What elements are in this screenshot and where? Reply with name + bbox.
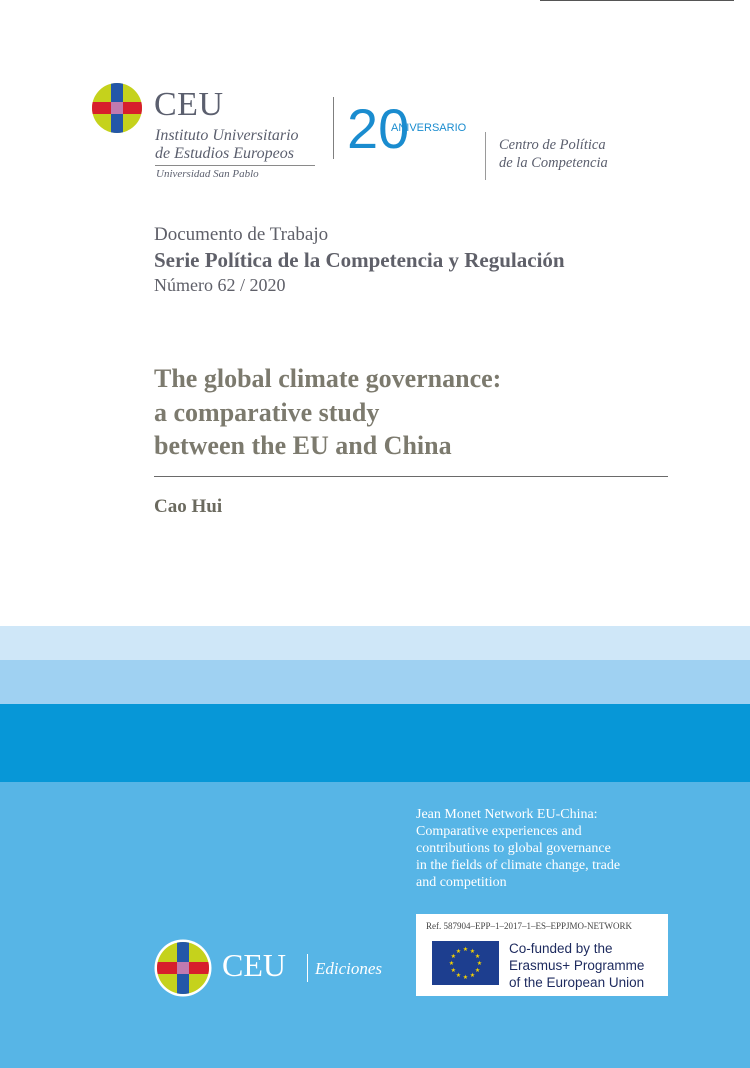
ediciones-label: Ediciones — [315, 959, 383, 978]
eu-star-icon: ★ — [476, 960, 483, 967]
network-line: contributions to global governance — [416, 841, 611, 856]
institute-line-2: de Estudios Europeos — [155, 145, 294, 162]
eu-star-icon: ★ — [450, 967, 457, 974]
cofunded-line: Erasmus+ Programme — [509, 958, 645, 973]
institute-line-1: Instituto Universitario — [155, 127, 299, 144]
document-number: Número 62 / 2020 — [154, 275, 286, 295]
document-type: Documento de Trabajo — [154, 224, 329, 245]
eu-star-icon: ★ — [462, 946, 469, 953]
eu-star-icon: ★ — [469, 972, 476, 980]
centro-separator — [485, 132, 486, 180]
ceu-ediciones-emblem-icon — [154, 939, 212, 997]
band-dark — [0, 704, 750, 782]
eu-star-icon: ★ — [474, 967, 481, 974]
project-reference: Ref. 587904–EPP–1–2017–1–ES–EPPJMO-NETWORK — [426, 921, 633, 931]
network-line: Comparative experiences and — [416, 824, 582, 839]
band-light — [0, 626, 750, 660]
title-line-2: a comparative study — [154, 398, 380, 427]
eu-star-icon: ★ — [455, 972, 462, 980]
eu-star-icon: ★ — [450, 953, 457, 960]
centro-line-1: Centro de Política — [499, 137, 606, 153]
eu-flag-icon — [432, 941, 499, 985]
eu-star-icon: ★ — [474, 953, 481, 960]
header-separator — [333, 97, 334, 159]
cofunded-line: of the European Union — [509, 975, 645, 990]
eu-star-icon: ★ — [469, 947, 476, 955]
centro-line-2: de la Competencia — [499, 155, 608, 171]
university-name: Universidad San Pablo — [156, 168, 259, 180]
eu-star-icon: ★ — [455, 947, 462, 955]
ediciones-separator — [307, 954, 308, 982]
title-line-3: between the EU and China — [154, 431, 452, 460]
network-line: Jean Monet Network EU-China: — [416, 807, 598, 822]
top-rule — [540, 0, 734, 1]
ceu-wordmark: CEU — [154, 86, 224, 123]
network-line: and competition — [416, 875, 507, 890]
erasmus-box — [416, 914, 668, 996]
cofunded-text — [509, 940, 644, 991]
title-line-1: The global climate governance: — [154, 364, 502, 393]
institute-divider — [155, 165, 315, 166]
cofunded-line: Co-funded by the — [509, 941, 613, 956]
network-line: in the fields of climate change, trade — [416, 858, 621, 873]
anniversary-text: ANIVERSARIO — [391, 122, 467, 134]
document-series: Serie Política de la Competencia y Regulación — [154, 248, 565, 272]
eu-star-icon: ★ — [448, 960, 455, 967]
ediciones-ceu-wordmark: CEU — [222, 947, 286, 983]
eu-star-icon: ★ — [462, 974, 469, 981]
ceu-emblem-icon — [91, 82, 143, 134]
network-description — [416, 806, 676, 891]
band-mid — [0, 660, 750, 704]
anniversary-number: 20 — [347, 97, 410, 155]
title-divider — [154, 476, 668, 477]
author-name: Cao Hui — [154, 496, 223, 517]
